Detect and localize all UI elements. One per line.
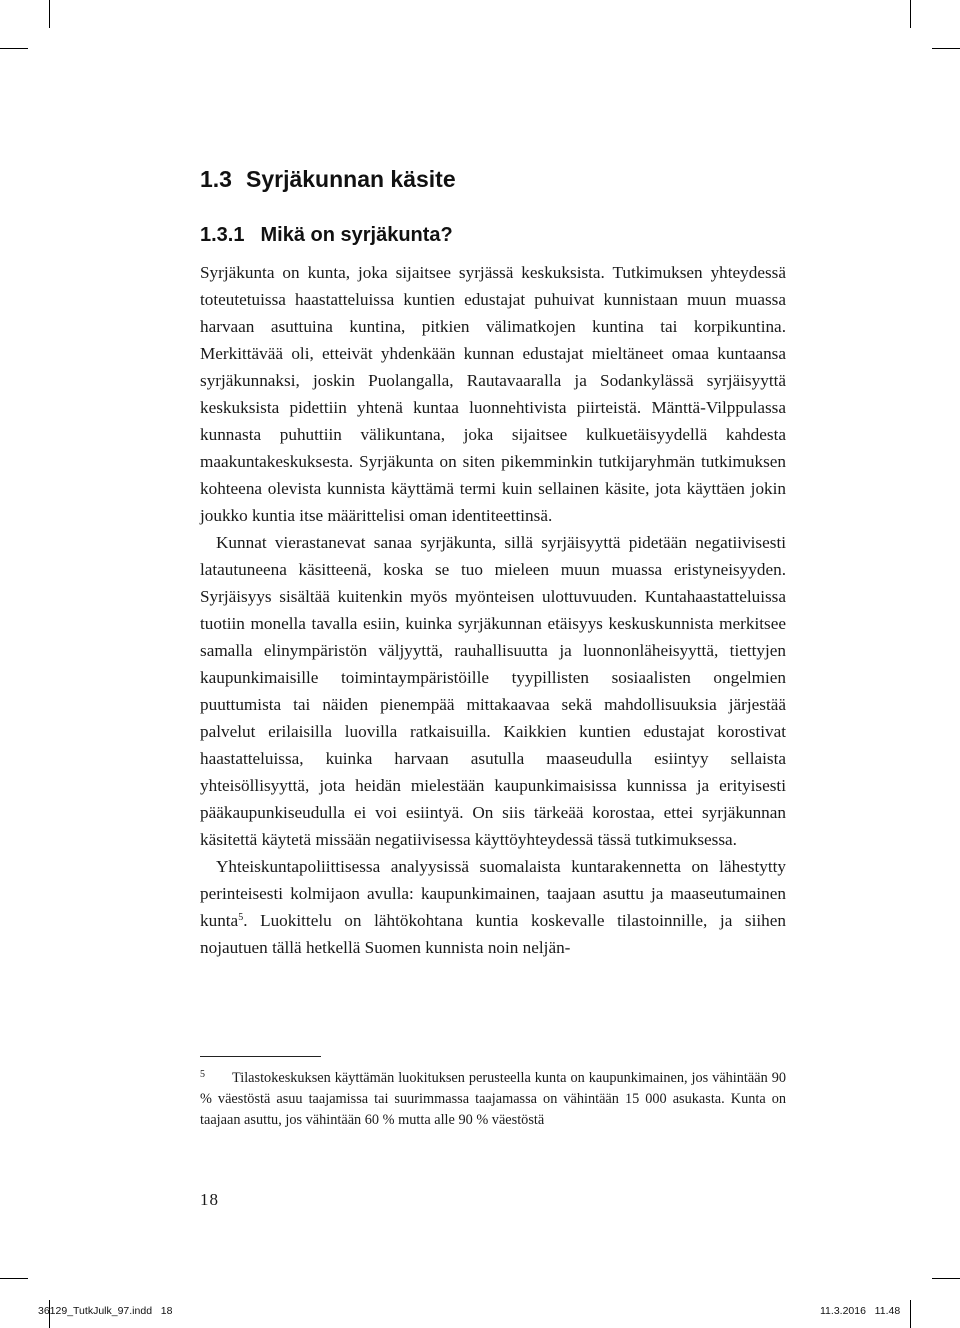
footnote-divider xyxy=(200,1056,321,1057)
crop-mark xyxy=(932,48,960,49)
paragraph xyxy=(200,853,786,961)
section-heading xyxy=(200,166,456,193)
subsection-title: Mikä on syrjäkunta? xyxy=(260,224,453,246)
section-number: 1.3 xyxy=(200,166,232,192)
footnote-text: Tilastokeskuksen käyttämän luokituksen perusteella kunta on kaupunkimainen, jos vähintään 90 % väestöstä asuu taajamissa tai suurimmassa taajamassa on vähintään 15 000 asukasta. Kunta on taajaan asuttu, jos vähintään 60 % mutta alle 90 % väestöstä xyxy=(200,1070,786,1128)
page-number: 18 xyxy=(200,1190,219,1209)
paragraph: Kunnat vierastanevat sanaa syrjäkunta, sillä syrjäisyyttä pidetään negatiivisesti latautuneena käsitteenä, koska se tuo mieleen muun muassa eristyneisyyden. Syrjäisyys sisältää kuitenkin myös myönteisen ulottuvuuden. Kuntahaastatteluissa tuotiin monella tavalla esiin, kuinka syrjäkunnan etäisyys keskuskunnista merkitsee samalla elinympäristön väljyyttä, rauhallisuutta ja luonnonläheisyyttä, tiettyjen kaupunkimaisille toimintaympäristöille tyypillisten sosiaalisten ongelmien puuttumista tai näiden pienempää mittakaavaa sekä mahdollisuuksia järjestää palvelut erilaisilla luovilla ratkaisuilla. Kaikkien kuntien edustajat korostivat haastatteluissa, kuinka harvaan asutulla maaseudulla esiintyy sellaista yhteisöllisyyttä, jota heidän mielestään kaupunkimaisissa kunnissa ja erityisesti pääkaupunkiseudulla ei voi esiintyä. On siis tärkeää korostaa, ettei syrjäkunnan käsitettä käytetä missään negatiivisessa käyttöyhteydessä tässä tutkimuksessa. xyxy=(200,533,786,849)
footnote: 5 Tilastokeskuksen käyttämän luokituksen perusteella kunta on kaupunkimainen, jos vähintään 90 % väestöstä asuu taajamissa tai suurimmassa taajamassa on vähintään 15 000 asukasta. Kunta on taajaan asuttu, jos vähintään 60 % mutta alle 90 % väestöstä xyxy=(200,1069,786,1128)
crop-mark xyxy=(49,0,50,28)
body-text xyxy=(200,259,786,961)
subsection-heading xyxy=(200,224,453,247)
crop-mark xyxy=(0,48,28,49)
subsection-number: 1.3.1 xyxy=(200,224,245,246)
crop-mark xyxy=(910,0,911,28)
section-title: Syrjäkunnan käsite xyxy=(245,166,456,192)
paragraph: Syrjäkunta on kunta, joka sijaitsee syrjässä keskuksista. Tutkimuksen yhteydessä toteutetuissa haastatteluissa kuntien edustajat puhuivat kunnistaan muun muassa harvaan asuttuina kuntina, pitkien välimatkojen kuntina tai korpikuntina. Merkittävää oli, etteivät yhdenkään kunnan edustajat mieltäneet omaa kuntaansa syrjäkunnaksi, joskin Puolangalla, Rautavaaralla ja Sodankylässä syrjäisyyttä keskuksista pidettiin yhtenä kuntaa luonnehtivista piirteistä. Mänttä-Vilppulassa kunnasta puhuttiin välikuntana, joka sijaitsee kulkuetäisyydellä kahdesta maakuntakeskuksesta. Syrjäkunta on siten pikemminkin tutkijaryhmän tutkimuksen kohteena olevista kunnista käyttämä termi kuin sellainen käsite, jota käyttäen jokin joukko kuntia itse määrittelisi oman identiteettinsä. xyxy=(200,263,786,525)
footnote-reference: 5 xyxy=(238,912,244,923)
slug-date: 11.3.2016 11.48 xyxy=(820,1305,901,1317)
crop-mark xyxy=(910,1300,911,1328)
paragraph-text: Yhteiskuntapoliittisessa analyysissä suomalaista kuntarakennetta on lähestytty perinteisesti kolmijaon avulla: kaupunkimainen, taajaan asuttu ja maaseutumainen kunta xyxy=(200,857,786,930)
crop-mark xyxy=(0,1278,28,1279)
crop-mark xyxy=(932,1278,960,1279)
paragraph-text: . Luokittelu on lähtökohtana kuntia koskevalle tilastoinnille, ja siihen nojautuen tällä hetkellä Suomen kunnista noin neljän- xyxy=(200,911,786,957)
slug-file: 36129_TutkJulk_97.indd 18 xyxy=(38,1305,173,1317)
